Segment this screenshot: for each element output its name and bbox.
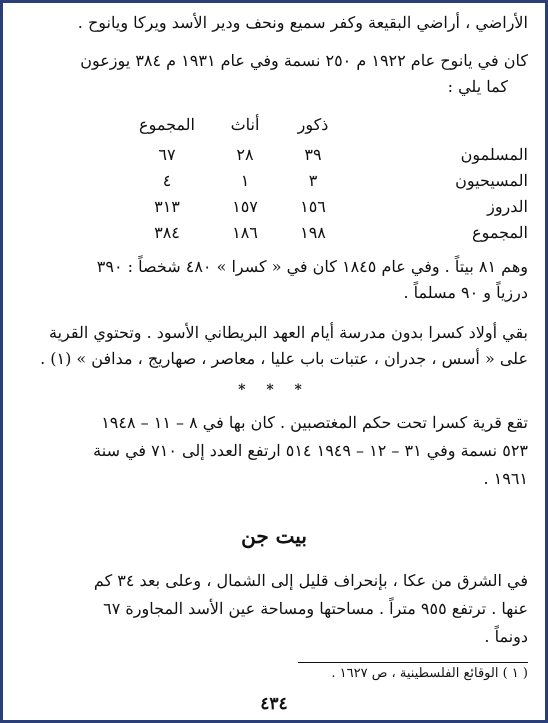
- window-frame-top: [0, 0, 548, 3]
- population-para-line-1: كان في يانوح عام ١٩٢٢ م ٢٥٠ نسمة وفي عام ١٩٣١ م ٣٨٤ يوزعون: [80, 51, 528, 70]
- window-frame-left: [0, 0, 3, 723]
- table-cell-total: ٤: [162, 171, 172, 190]
- table-row-label: المسلمون: [460, 145, 528, 164]
- ruins-para-line-2: على « أسس ، جدران ، عتبات باب عليا ، معاصر ، صهاريج ، مدافن » (١) .: [40, 349, 528, 368]
- section-separator: * * *: [238, 382, 310, 398]
- table-cell-total: ٣٨٤: [154, 223, 180, 242]
- table-cell-female: ١٥٧: [232, 197, 258, 216]
- page-number: ٤٣٤: [260, 694, 288, 714]
- table-cell-male: ١٥٦: [300, 197, 326, 216]
- table-header-male: ذكور: [297, 115, 329, 134]
- table-cell-male: ٣٩: [304, 145, 322, 164]
- occupation-para-line-3: ١٩٦١ .: [483, 469, 528, 488]
- beit-jann-para-line-3: دونماً .: [484, 627, 528, 646]
- houses-para-line-2: درزياً و ٩٠ مسلماً .: [403, 283, 528, 302]
- section-heading: بيت جن: [241, 524, 307, 548]
- occupation-para-line-1: تقع قرية كسرا تحت حكم المغتصبين . كان بها في ٨ – ١١ – ١٩٤٨: [101, 413, 528, 432]
- beit-jann-para-line-1: في الشرق من عكا ، بإنحراف قليل إلى الشمال ، وعلى بعد ٣٤ كم: [93, 571, 528, 590]
- table-row-label: المسيحيون: [455, 171, 528, 190]
- table-row-label: الدروز: [487, 197, 528, 216]
- intro-line: الأراضي ، أراضي البقيعة وكفر سميع ونحف ودير الأسد ويركا ويانوح .: [77, 13, 528, 32]
- ruins-para-line-1: بقي أولاد كسرا بدون مدرسة أيام العهد البريطاني الأسود . وتحتوي القرية: [49, 323, 528, 342]
- table-header-total: المجموع: [139, 115, 195, 134]
- population-para-line-2: كما يلي :: [447, 77, 508, 96]
- beit-jann-para-line-2: عنها . ترتفع ٩٥٥ متراً . مساحتها ومساحة عين الأسد المجاورة ٦٧: [103, 599, 528, 618]
- table-cell-total: ٣١٣: [154, 197, 180, 216]
- table-cell-male: ١٩٨: [300, 223, 326, 242]
- table-cell-total: ٦٧: [158, 145, 176, 164]
- houses-para-line-1: وهم ٨١ بيتاً . وفي عام ١٨٤٥ كان في « كسرا » ٤٨٠ شخصاً : ٣٩٠: [96, 257, 528, 276]
- footnote-rule: [298, 662, 528, 663]
- table-cell-female: ٢٨: [236, 145, 254, 164]
- table-cell-female: ١٨٦: [232, 223, 258, 242]
- table-cell-female: ١: [240, 171, 250, 190]
- table-row-label: المجموع: [472, 223, 528, 242]
- table-header-female: أناث: [230, 115, 260, 134]
- occupation-para-line-2: ٥٢٣ نسمة وفي ٣١ – ١٢ – ١٩٤٩ ٥١٤ ارتفع العدد إلى ٧١٠ في سنة: [93, 441, 528, 460]
- footnote: ( ١ ) الوقائع الفلسطينية ، ص ١٦٢٧ .: [331, 666, 528, 681]
- table-cell-male: ٣: [308, 171, 318, 190]
- book-page: [20, 4, 528, 719]
